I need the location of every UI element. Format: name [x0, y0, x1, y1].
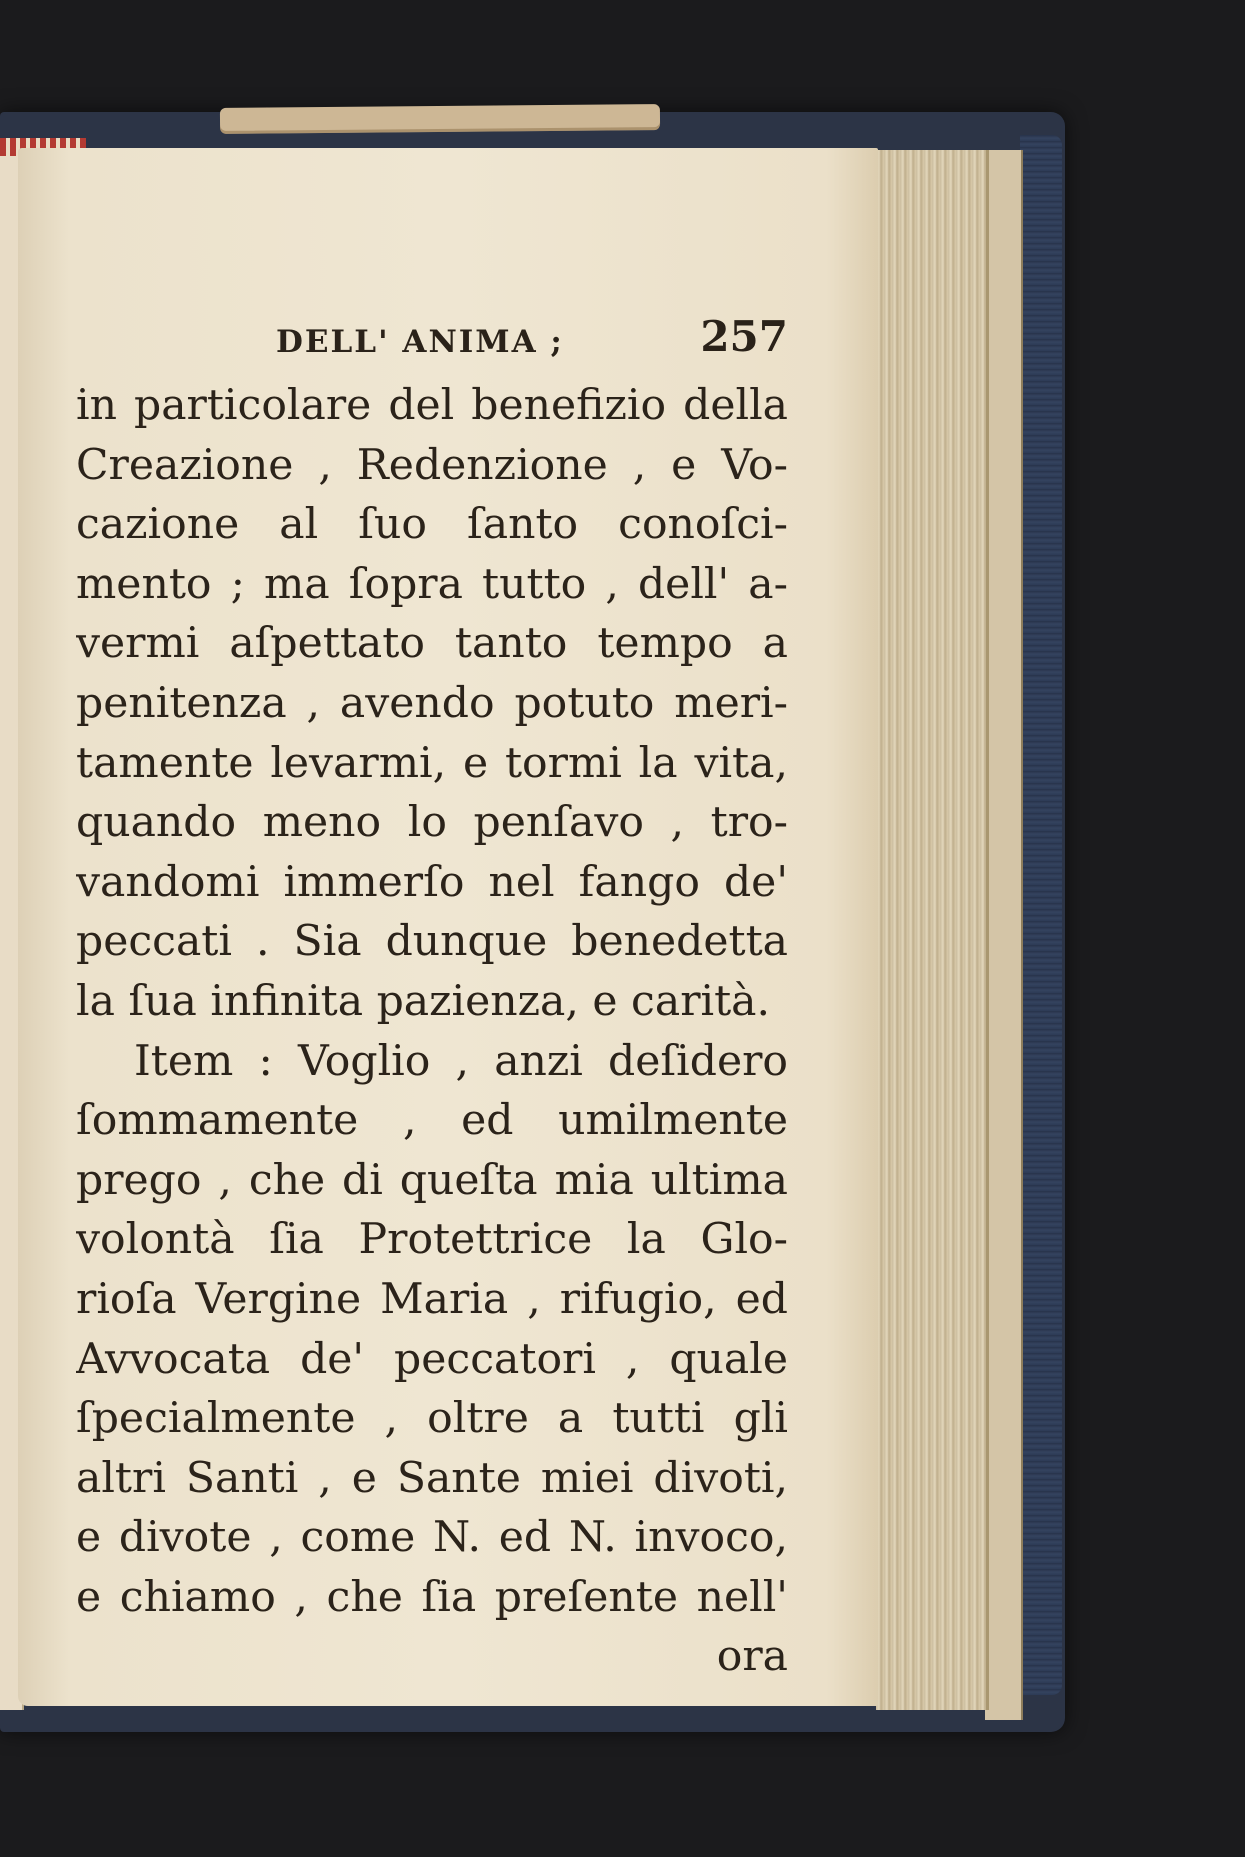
text-line: penitenza , avendo potuto meri-	[76, 678, 788, 728]
cover-edge	[1020, 135, 1062, 1695]
catchword: ora	[716, 1632, 788, 1682]
text-line: altri Santi , e Sante miei divoti,	[76, 1453, 788, 1503]
page-header	[76, 312, 788, 376]
text-line: volontà ſia Protettrice la Glo-	[76, 1215, 788, 1265]
body-text	[76, 376, 788, 1627]
text-line: peccati . Sia dunque benedetta	[76, 917, 788, 967]
text-line: vandomi immerſo nel fango de'	[76, 857, 788, 907]
page-number: 257	[700, 312, 788, 361]
text-line: quando meno lo penſavo , tro-	[76, 798, 788, 848]
text-line: mento ; ma ſopra tutto , dell' a-	[76, 559, 788, 609]
page-text-block	[76, 312, 788, 1687]
text-line: vermi aſpettato tanto tempo a	[76, 619, 788, 669]
torn-spine-strip	[220, 104, 660, 134]
text-line: Avvocata de' peccatori , quale	[76, 1334, 788, 1384]
back-board	[985, 150, 1023, 1720]
text-line: cazione al ſuo ſanto conoſci-	[76, 500, 788, 550]
text-line: rioſa Vergine Maria , rifugio, ed	[76, 1274, 788, 1324]
text-line: Creazione , Redenzione , e Vo-	[76, 440, 788, 490]
text-line: prego , che di queſta mia ultima	[76, 1155, 788, 1205]
text-line: ſpecialmente , oltre a tutti gli	[76, 1394, 788, 1444]
text-line: tamente levarmi, e tormi la vita,	[76, 738, 788, 788]
running-head: DELL' ANIMA ;	[276, 324, 564, 360]
text-line: e divote , come N. ed N. invoco,	[76, 1513, 788, 1563]
text-line: in particolare del benefizio della	[76, 381, 788, 430]
text-line: ſommamente , ed umilmente	[76, 1096, 788, 1146]
text-line: la ſua infinita pazienza, e carità.	[76, 976, 771, 1026]
text-line: e chiamo , che ſia preſente nell'	[76, 1572, 788, 1622]
page-stack-edge	[876, 150, 989, 1710]
text-line: Item : Voglio , anzi deſidero	[134, 1036, 788, 1086]
